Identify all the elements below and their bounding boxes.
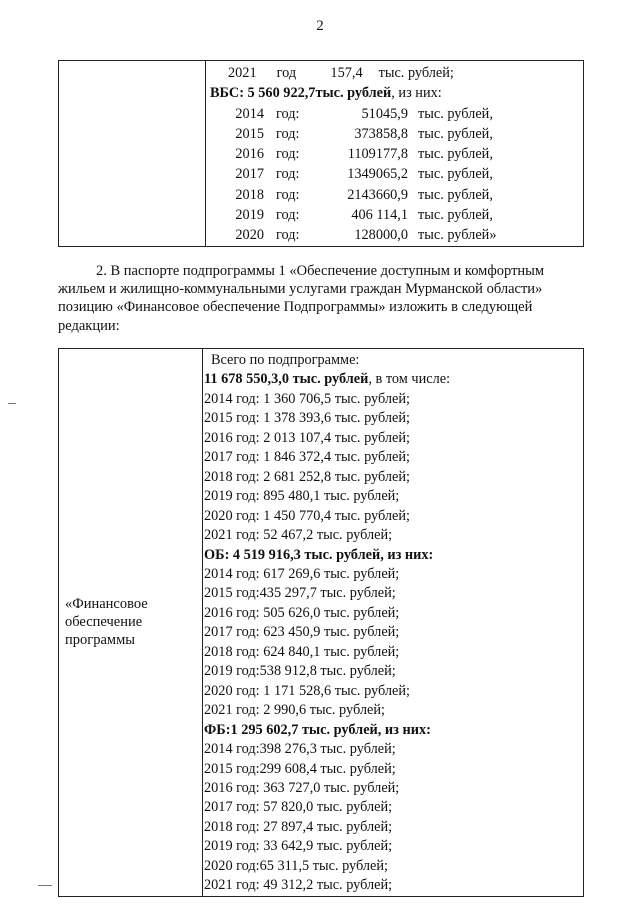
currency-label: тыс. рублей; xyxy=(378,65,454,81)
year-amount-line: 2021 год: 2 990,6 тыс. рублей; xyxy=(204,702,385,719)
vbs-year-row xyxy=(218,164,583,184)
paragraph-line: редакции: xyxy=(58,317,120,334)
amount-value: 2143660,9 xyxy=(347,186,408,203)
paragraph-line: 2. В паспорте подпрограммы 1 «Обеспечение доступным и комфортным xyxy=(96,263,545,279)
financing-table xyxy=(58,348,584,897)
unit-word: год: xyxy=(276,105,300,122)
year-amount-line: 2015 год:435 297,7 тыс. рублей; xyxy=(204,585,396,602)
year-amount-line: 2021 год: 52 467,2 тыс. рублей; xyxy=(204,527,393,544)
amount-value: 1349065,2 xyxy=(347,166,408,183)
caption-line: обеспечение xyxy=(65,614,143,631)
year-label: 2017 xyxy=(235,166,264,183)
caption-line: программы xyxy=(65,632,135,649)
year-amount-line: 2015 год:299 608,4 тыс. рублей; xyxy=(204,760,396,777)
year-label: 2015 xyxy=(235,125,264,142)
year-2021-line xyxy=(206,63,583,83)
page-number: 2 xyxy=(316,18,324,34)
currency-label: тыс. рублей, xyxy=(418,125,493,142)
year-label: 2014 xyxy=(235,105,264,122)
vbs-year-row xyxy=(218,104,583,124)
total-year-rows xyxy=(203,390,583,546)
currency-label: тыс. рублей, xyxy=(418,207,493,224)
scan-speck xyxy=(8,403,16,404)
amount-value: 406 114,1 xyxy=(351,207,408,224)
vbs-financing-cell xyxy=(206,61,584,247)
year-amount-line: 2020 год:65 311,5 тыс. рублей; xyxy=(204,857,389,874)
year-amount-line: 2018 год: 27 897,4 тыс. рублей; xyxy=(204,818,393,835)
unit-word: год: xyxy=(276,207,300,224)
year-amount-line: 2016 год: 363 727,0 тыс. рублей; xyxy=(204,779,400,796)
vbs-suffix: , из них: xyxy=(391,85,442,102)
unit-word: год: xyxy=(276,146,300,163)
vbs-year-row xyxy=(218,205,583,225)
unit-word: год: xyxy=(276,186,300,203)
year-amount-line: 2016 год: 2 013 107,4 тыс. рублей; xyxy=(204,429,411,446)
empty-left-cell xyxy=(59,61,206,247)
currency-label: тыс. рублей, xyxy=(418,146,493,163)
year-amount-line: 2019 год:538 912,8 тыс. рублей; xyxy=(204,663,396,680)
fb-year-rows xyxy=(203,740,583,896)
amount-value: 128000,0 xyxy=(354,227,408,244)
caption-line: «Финансовое xyxy=(65,596,148,613)
vbs-year-row xyxy=(218,144,583,164)
amount-value: 51045,9 xyxy=(361,105,408,122)
amendment-paragraph xyxy=(58,262,584,335)
year-amount-line: 2015 год: 1 378 393,6 тыс. рублей; xyxy=(204,410,411,427)
year-amount-line: 2016 год: 505 626,0 тыс. рублей; xyxy=(204,604,400,621)
amount-value: 373858,8 xyxy=(354,125,408,142)
unit-word: год: xyxy=(276,166,300,183)
year-amount-line: 2017 год: 1 846 372,4 тыс. рублей; xyxy=(204,449,411,466)
year-label: 2021 xyxy=(228,65,257,81)
unit-word: год: xyxy=(276,227,300,244)
financing-details-cell xyxy=(203,349,584,897)
year-amount-line: 2014 год:398 276,3 тыс. рублей; xyxy=(204,741,396,758)
vbs-total: ВБС: 5 560 922,7тыс. рублей xyxy=(210,85,392,102)
year-amount-line: 2017 год: 623 450,9 тыс. рублей; xyxy=(204,624,400,641)
total-suffix: , в том числе: xyxy=(368,371,451,388)
amount-value: 1109177,8 xyxy=(347,146,408,163)
vbs-year-rows xyxy=(206,104,583,246)
scan-speck xyxy=(38,885,52,886)
year-label: 2016 xyxy=(235,146,264,163)
year-amount-line: 2014 год: 617 269,6 тыс. рублей; xyxy=(204,565,400,582)
year-amount-line: 2018 год: 624 840,1 тыс. рублей; xyxy=(204,643,400,660)
unit-word: год xyxy=(276,65,297,81)
paragraph-line: жильем и жилищно-коммунальными услугами граждан Мурманской области» xyxy=(58,281,543,298)
year-label: 2019 xyxy=(235,207,264,224)
currency-label: тыс. рублей, xyxy=(418,166,493,183)
vbs-year-row xyxy=(218,185,583,205)
fb-header: ФБ:1 295 602,7 тыс. рублей, из них: xyxy=(204,721,431,738)
year-amount-line: 2021 год: 49 312,2 тыс. рублей; xyxy=(204,877,393,894)
year-amount-line: 2018 год: 2 681 252,8 тыс. рублей; xyxy=(204,468,411,485)
year-amount-line: 2019 год: 33 642,9 тыс. рублей; xyxy=(204,838,393,855)
currency-label: тыс. рублей» xyxy=(418,227,497,244)
year-amount-line: 2020 год: 1 171 528,6 тыс. рублей; xyxy=(204,682,411,699)
amount-value: 157,4 xyxy=(330,65,363,81)
total-label: Всего по подпрограмме: xyxy=(211,352,360,368)
currency-label: тыс. рублей, xyxy=(418,105,493,122)
vbs-year-row xyxy=(218,124,583,144)
vbs-year-row xyxy=(218,225,583,245)
year-amount-line: 2017 год: 57 820,0 тыс. рублей; xyxy=(204,799,393,816)
paragraph-line: позицию «Финансовое обеспечение Подпрограммы» изложить в следующей xyxy=(58,299,533,316)
ob-year-rows xyxy=(203,565,583,721)
position-caption-cell xyxy=(59,349,203,897)
total-amount: 11 678 550,3,0 тыс. рублей xyxy=(204,371,369,388)
financing-table-continuation xyxy=(58,60,584,247)
year-amount-line: 2014 год: 1 360 706,5 тыс. рублей; xyxy=(204,390,411,407)
year-amount-line: 2019 год: 895 480,1 тыс. рублей; xyxy=(204,488,400,505)
year-label: 2020 xyxy=(235,227,264,244)
year-amount-line: 2020 год: 1 450 770,4 тыс. рублей; xyxy=(204,507,411,524)
unit-word: год: xyxy=(276,125,300,142)
vbs-header xyxy=(206,83,583,103)
ob-header: ОБ: 4 519 916,3 тыс. рублей, из них: xyxy=(204,546,434,563)
year-label: 2018 xyxy=(235,186,264,203)
currency-label: тыс. рублей, xyxy=(418,186,493,203)
total-value xyxy=(203,370,583,389)
